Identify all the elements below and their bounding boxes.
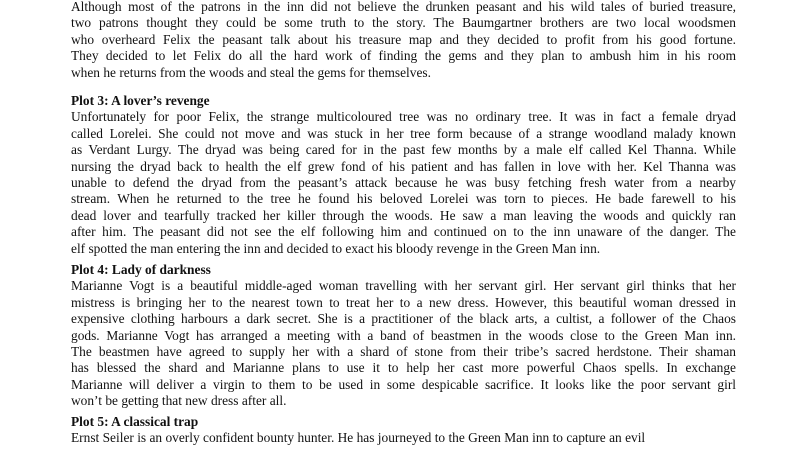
plot4-heading: Plot 4: Lady of darkness	[71, 262, 211, 277]
text-line: who overheard Felix the peasant talk about his treasure map and they decided to profit from his good fortune.	[71, 31, 736, 47]
text-line: elf spotted the man entering the inn and decided to exact his bloody revenge in the Green Man inn.	[71, 240, 601, 256]
text-line: Although most of the patrons in the inn did not believe the drunken peasant and his wild tales of buried treasure,	[71, 0, 736, 14]
text-line: nursing the dryad back to health the elf grew fond of his patient and has fallen in love with her. Kel Thanna was	[71, 158, 736, 174]
intro-paragraph	[71, 0, 736, 81]
plot5-heading: Plot 5: A classical trap	[71, 414, 199, 429]
text-line: two patrons thought they could be some truth to the story. The Baumgartner brothers are two local woodsmen	[71, 15, 736, 31]
plot5-paragraph	[71, 430, 736, 446]
text-line: as Verdant Lurgy. The dryad was being cared for in the past few months by a male elf called Kel Thanna. While	[71, 142, 736, 158]
text-line: dead lover and tearfully tracked her killer through the woods. He saw a man leaving the woods and quickly ran	[71, 207, 736, 223]
text-line: The beastmen have agreed to supply her with a shard of stone from their tribe’s sacred herdstone. Their shaman	[71, 344, 736, 360]
text-line: Ernst Seiler is an overly confident bounty hunter. He has journeyed to the Green Man inn to capture an evil	[71, 430, 646, 446]
plot3-heading: Plot 3: A lover’s revenge	[71, 93, 210, 108]
text-line: stream. When he returned to the tree he found his beloved Lorelei was torn to pieces. He bade farewell to his	[71, 191, 736, 207]
plot4-section	[71, 262, 736, 410]
text-line: called Lorelei. She could not move and was stuck in her tree form because of a strange woodland malady known	[71, 125, 736, 141]
plot3-section	[71, 93, 736, 257]
text-line: after him. The peasant did not see the elf following him and continued on to the inn unaware of the danger. The	[71, 224, 736, 240]
text-line: gods. Marianne Vogt has arranged a meeting with a band of beastmen in the woods close to the Green Man inn.	[71, 327, 736, 343]
text-line: won’t be getting that new dress after all.	[71, 393, 287, 409]
text-line: when he returns from the woods and steal the gems for themselves.	[71, 64, 431, 80]
plot3-paragraph	[71, 109, 736, 257]
intro-section	[71, 0, 736, 81]
text-line: expensive clothing harbours a dark secret. She is a practitioner of the black arts, a cultist, a follower of the Chaos	[71, 311, 736, 327]
text-line: Marianne Vogt is a beautiful middle-aged woman travelling with her servant girl. Her servant girl thinks that her	[71, 278, 736, 294]
text-line: mistress is bringing her to the nearest town to treat her to a new dress. However, this beautiful woman dressed in	[71, 294, 736, 310]
text-line: has blessed the shard and Marianne plans to use it to help her cast more powerful Chaos spells. In exchange	[71, 360, 736, 376]
text-line: unable to defend the dryad from the peasant’s attack because he was busy fetching fresh water from a nearby	[71, 175, 736, 191]
plot5-section	[71, 414, 736, 447]
text-line: Marianne will deliver a virgin to them to be used in some despicable sacrifice. It looks like the poor servant girl	[71, 376, 736, 392]
text-line: They decided to let Felix do all the hard work of finding the gems and they plan to ambush him in his room	[71, 48, 736, 64]
plot4-paragraph	[71, 278, 736, 409]
text-line: Unfortunately for poor Felix, the strange multicoloured tree was no ordinary tree. It was in fact a female dryad	[71, 109, 736, 125]
